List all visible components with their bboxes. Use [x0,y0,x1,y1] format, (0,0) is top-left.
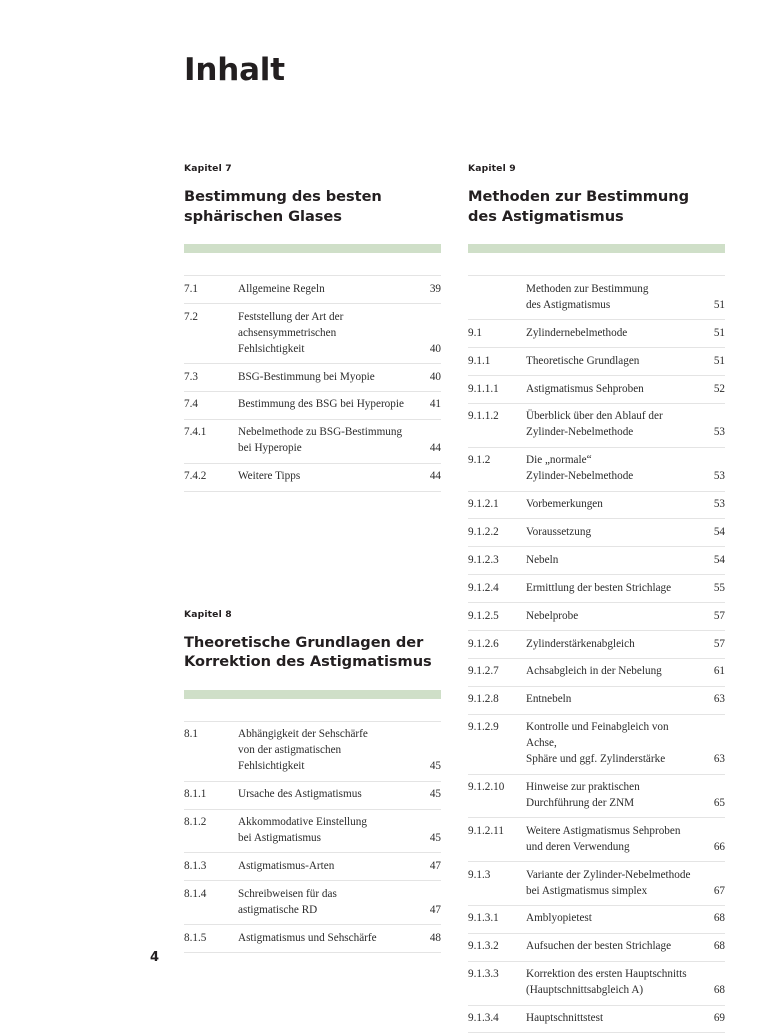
toc-entry-page-number: 45 [429,831,441,844]
toc-entry-table [468,275,725,1033]
toc-entry-number: 7.4.2 [184,470,207,483]
chapter-block-kapitel-7 [184,163,441,492]
toc-entry-number: 7.3 [184,370,198,383]
toc-entry-page-number: 51 [713,354,725,367]
toc-entry-row[interactable] [184,721,441,781]
toc-entry-page-number: 39 [429,282,441,295]
toc-entry-label: Vorbemerkungen [526,498,603,511]
toc-entry-page-number: 57 [713,637,725,650]
toc-entry-label: Feststellung der Art der achsensymmetrischen Fehlsichtigkeit [238,310,344,355]
toc-entry-label: Die „normale“ Zylinder-Nebelmethode [526,454,634,483]
toc-entry-row[interactable] [468,714,725,774]
toc-entry-number: 8.1.5 [184,931,207,944]
toc-entry-page-number: 53 [713,498,725,511]
toc-entry-label: Achsabgleich in der Nebelung [526,665,662,678]
toc-entry-page-number: 52 [713,382,725,395]
toc-entry-number: 7.1 [184,282,198,295]
toc-entry-label: Nebelmethode zu BSG-Bestimmung bei Hyperopie [238,426,403,455]
toc-entry-number: 8.1 [184,728,198,741]
toc-entry-page-number: 45 [429,788,441,801]
toc-entry-number: 8.1.3 [184,859,207,872]
toc-entry-page-number: 40 [429,370,441,383]
kapitel-label: Kapitel 7 [184,163,232,174]
toc-entry-number: 9.1.1.2 [468,410,499,423]
toc-entry-page-number: 65 [713,796,725,809]
toc-entry-label: Zylinderstärkenabgleich [526,637,635,650]
toc-entry-number: 9.1.2.4 [468,581,499,594]
toc-entry-row[interactable] [468,519,725,547]
toc-entry-row[interactable] [184,276,441,304]
toc-entry-label: Abhängigkeit der Sehschärfe von der astigmatischen Fehlsichtigkeit [238,728,368,773]
toc-entry-row[interactable] [184,419,441,463]
toc-entry-page-number: 68 [713,940,725,953]
toc-entry-page-number: 55 [713,581,725,594]
toc-entry-row[interactable] [468,575,725,603]
toc-entry-label: Nebelprobe [526,609,579,622]
toc-entry-row[interactable] [468,905,725,933]
chapter-title-line-1: Methoden zur Bestimmung [468,188,689,205]
toc-entry-number: 9.1.2.2 [468,525,499,538]
toc-entry-number: 9.1.2.5 [468,609,499,622]
toc-entry-table [184,721,441,953]
kapitel-label: Kapitel 8 [184,608,232,620]
toc-entry-row[interactable] [184,304,441,364]
toc-entry-row[interactable] [184,364,441,392]
toc-entry-row[interactable] [184,809,441,853]
toc-entry-label: Amblyopietest [526,912,592,925]
toc-column-right [468,163,725,1033]
toc-entry-label: BSG-Bestimmung bei Myopie [238,370,375,383]
toc-entry-label: Akkommodative Einstellung bei Astigmatismus [238,816,367,844]
toc-entry-number: 9.1.2.7 [468,665,499,678]
toc-entry-label: Hinweise zur praktischen Durchführung der ZNM [526,781,640,809]
toc-entry-page-number: 61 [713,665,725,678]
toc-entry-page-number: 41 [429,398,441,411]
toc-entry-row[interactable] [468,491,725,519]
page-title: Inhalt [184,52,285,88]
toc-entry-label: Astigmatismus-Arten [238,859,335,872]
toc-entry-row[interactable] [468,862,725,906]
toc-entry-label: Ursache des Astigmatismus [238,788,362,801]
toc-entry-number: 7.4 [184,398,198,411]
toc-entry-label: Variante der Zylinder-Nebelmethode bei Astigmatismus simplex [526,868,691,897]
toc-entry-page-number: 53 [713,426,725,439]
toc-entry-number: 9.1 [468,326,482,339]
toc-entry-number: 9.1.3.2 [468,940,499,953]
toc-entry-number: 9.1.1.1 [468,382,499,395]
toc-entry-page-number: 54 [713,553,725,566]
toc-column-left [184,163,441,1033]
toc-entry-row[interactable] [184,853,441,881]
toc-entry-number: 7.4.1 [184,426,207,439]
toc-columns [184,163,726,1033]
toc-entry-page-number: 47 [429,859,441,872]
toc-entry-label: Theoretische Grundlagen [526,354,640,367]
toc-entry-page-number: 53 [713,470,725,483]
chapter-accent-bar [468,244,725,253]
toc-entry-number: 9.1.3.1 [468,912,499,925]
toc-entry-page-number: 51 [713,298,725,311]
toc-entry-label: Ermittlung der besten Strichlage [526,581,672,594]
toc-entry-page-number: 45 [429,760,441,773]
toc-entry-page-number: 63 [713,693,725,706]
toc-entry-label: Methoden zur Bestimmung des Astigmatismus [526,282,649,311]
toc-entry-label: Zylindernebelmethode [526,326,628,339]
toc-entry-row[interactable] [468,631,725,659]
toc-entry-page-number: 68 [713,984,725,997]
toc-entry-number: 9.1.2.10 [468,781,505,793]
toc-entry-number: 9.1.2.11 [468,824,504,837]
toc-entry-row[interactable] [468,774,725,818]
toc-entry-label: Astigmatismus Sehproben [526,382,644,395]
toc-entry-label: Nebeln [526,553,559,566]
toc-entry-number: 8.1.4 [184,887,207,900]
toc-entry-row[interactable] [468,818,725,862]
chapter-title [468,187,725,226]
toc-entry-number: 9.1.2.8 [468,693,499,706]
page-folio: 4 [150,950,160,965]
toc-entry-row[interactable] [468,403,725,447]
toc-entry-number: 9.1.3.4 [468,1012,499,1025]
chapter-title [184,187,441,226]
toc-entry-number: 9.1.1 [468,354,491,367]
toc-entry-number: 7.2 [184,310,198,323]
toc-entry-label: Entnebeln [526,693,572,706]
toc-entry-row[interactable] [184,391,441,419]
chapter-title-line-1: Theoretische Grundlagen der [184,633,424,651]
toc-entry-label: Weitere Tipps [238,470,301,483]
kapitel-label: Kapitel 9 [468,163,516,174]
toc-entry-row[interactable] [468,1005,725,1033]
chapter-title-line-2: des Astigmatismus [468,207,624,225]
toc-entry-row[interactable] [184,881,441,925]
toc-entry-page-number: 44 [429,442,441,455]
toc-entry-row[interactable] [468,320,725,348]
toc-entry-number: 8.1.2 [184,816,207,829]
toc-entry-number: 9.1.2 [468,454,491,467]
toc-entry-label: Voraussetzung [526,525,592,538]
toc-entry-row[interactable] [184,925,441,953]
chapter-accent-bar [184,244,441,253]
toc-entry-row[interactable] [468,376,725,404]
toc-entry-page-number: 51 [713,326,725,339]
toc-entry-number: 8.1.1 [184,788,207,801]
toc-entry-label: Korrektion des ersten Hauptschnitts (Hauptschnittsabgleich A) [526,968,687,997]
toc-entry-number: 9.1.3 [468,868,491,881]
toc-entry-label: Weitere Astigmatismus Sehproben und deren Verwendung [526,824,681,853]
toc-entry-page-number: 47 [429,903,441,916]
chapter-title-line-2: Korrektion des Astigmatismus [184,653,432,671]
chapter-title-line-2: sphärischen Glases [184,207,342,225]
toc-entry-page-number: 63 [713,753,725,766]
toc-entry-number: 9.1.2.9 [468,721,499,734]
toc-entry-row[interactable] [468,603,725,631]
toc-entry-page-number: 57 [713,609,725,622]
chapter-block-kapitel-8 [184,609,441,953]
toc-entry-number: 9.1.3.3 [468,968,499,981]
toc-entry-label: Schreibweisen für das astigmatische RD [238,887,337,916]
toc-entry-row[interactable] [184,781,441,809]
toc-entry-page-number: 69 [713,1012,725,1025]
toc-entry-page-number: 68 [713,912,725,925]
toc-entry-row[interactable] [468,933,725,961]
toc-entry-row[interactable] [184,463,441,491]
toc-entry-page-number: 66 [713,840,725,853]
toc-entry-label: Allgemeine Regeln [238,282,325,295]
toc-entry-label: Hauptschnittstest [526,1012,604,1025]
toc-entry-number: 9.1.2.1 [468,498,499,511]
chapter-block-kapitel-9 [468,163,725,1033]
toc-entry-row[interactable] [468,447,725,491]
toc-entry-label: Überblick über den Ablauf der Zylinder-Nebelmethode [526,410,663,439]
toc-entry-page-number: 40 [429,342,441,355]
toc-entry-table [184,275,441,491]
toc-entry-page-number: 54 [713,525,725,538]
toc-entry-number: 9.1.2.6 [468,637,499,650]
toc-entry-row[interactable] [468,961,725,1005]
toc-entry-page-number: 44 [429,470,441,483]
chapter-accent-bar [184,690,441,699]
toc-entry-label: Aufsuchen der besten Strichlage [526,940,672,953]
toc-entry-row[interactable] [468,276,725,320]
toc-entry-number: 9.1.2.3 [468,553,499,566]
toc-entry-row[interactable] [468,658,725,686]
toc-entry-page-number: 48 [429,931,441,944]
toc-entry-number [468,276,526,320]
toc-entry-row[interactable] [468,547,725,575]
toc-entry-page-number: 67 [713,884,725,897]
chapter-title-line-1: Bestimmung des besten [184,188,382,205]
toc-entry-label: Kontrolle und Feinabgleich von Achse, Sphäre und ggf. Zylinderstärke [526,721,669,766]
chapter-title [184,633,441,672]
toc-entry-label: Astigmatismus und Sehschärfe [238,931,377,944]
toc-entry-row[interactable] [468,686,725,714]
toc-entry-row[interactable] [468,348,725,376]
toc-entry-label: Bestimmung des BSG bei Hyperopie [238,398,404,411]
